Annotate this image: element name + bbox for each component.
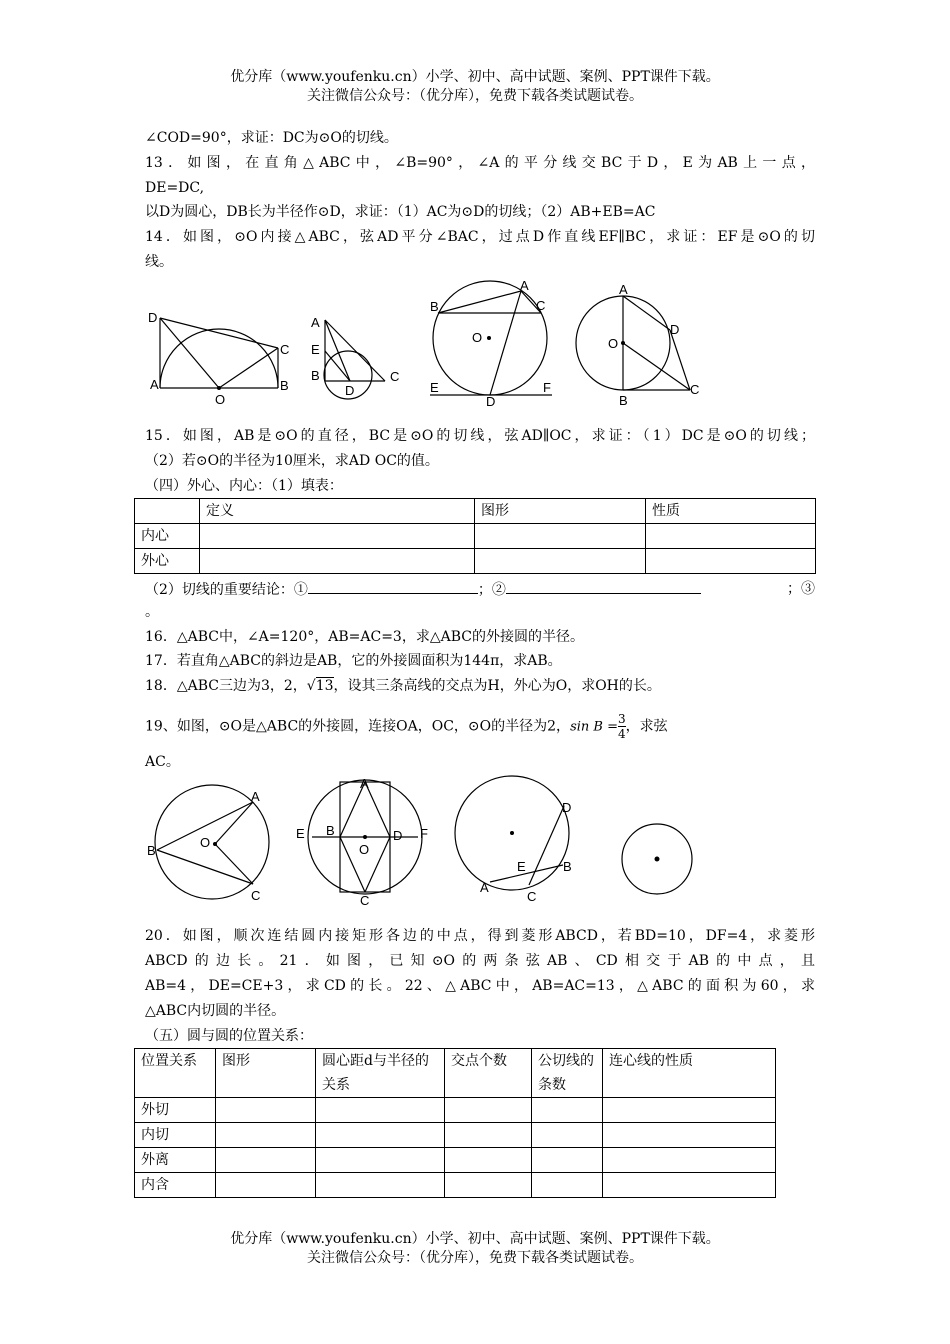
- f1-label-b: B: [280, 378, 289, 393]
- sin-b: sin B =: [570, 719, 618, 735]
- q19-post: ，求弦: [625, 718, 668, 735]
- table-cell: [603, 1098, 776, 1123]
- table-cell: 外离: [135, 1148, 216, 1173]
- table-cell: [316, 1123, 445, 1148]
- f3-label-a: A: [520, 278, 529, 293]
- f4-label-a: A: [619, 282, 628, 297]
- q15-line-1: 15．如图，AB是⊙O的直径，BC是⊙O的切线，弦AD∥OC，求证：（1）DC是⊙O的切线；: [145, 428, 815, 444]
- table-cell: 定义: [200, 499, 475, 524]
- f3-label-o: O: [472, 330, 483, 345]
- table-row: [135, 524, 816, 549]
- section5-title: （五）圆与圆的位置关系：: [145, 1028, 313, 1044]
- table-cell: [445, 1173, 532, 1198]
- table-cell: 图形: [216, 1049, 316, 1098]
- table-cell: [603, 1123, 776, 1148]
- table-cell: [445, 1123, 532, 1148]
- sqrt-radicand: 13: [315, 678, 334, 694]
- table-cell: [216, 1098, 316, 1123]
- table-cell: [532, 1098, 603, 1123]
- figures-row-2: [140, 772, 700, 906]
- table-cell: [475, 549, 646, 574]
- f3-label-d: D: [486, 394, 496, 409]
- sqrt-symbol: √: [306, 678, 316, 694]
- fraction-numerator: 3: [617, 712, 626, 726]
- table-row: [135, 1123, 776, 1148]
- table-cell: [646, 524, 816, 549]
- table-cell: [603, 1148, 776, 1173]
- header-line-2: 关注微信公众号：（优分库），免费下载各类试题试卷。: [307, 88, 643, 104]
- table-cell: 连心线的性质: [603, 1049, 776, 1098]
- f6-label-f: F: [420, 826, 428, 841]
- q18: [145, 676, 661, 696]
- footer-line-1: 优分库（www.youfenku.cn）小学、初中、高中试题、案例、PPT课件下载。: [230, 1231, 720, 1247]
- q19-line-1: [145, 712, 668, 741]
- table-cell: 外切: [135, 1098, 216, 1123]
- header-line-1: 优分库（www.youfenku.cn）小学、初中、高中试题、案例、PPT课件下载。: [230, 69, 720, 85]
- f6-label-a: A: [360, 776, 369, 791]
- table-cell: [475, 524, 646, 549]
- q20-22-line-4: △ABC内切圆的半径。: [145, 1003, 286, 1019]
- f6-label-e: E: [296, 826, 305, 841]
- f6-label-c: C: [360, 893, 370, 906]
- table-cell: [316, 1098, 445, 1123]
- q14-line-1: 14．如图，⊙O内接△ABC，弦AD平分∠BAC，过点D作直线EF∥BC，求证：EF是⊙O的切: [145, 229, 815, 245]
- table-cell: 图形: [475, 499, 646, 524]
- f1-label-d: D: [148, 310, 158, 325]
- f4-label-o: O: [608, 336, 619, 351]
- conclusion-sep-3: ；③: [787, 581, 815, 597]
- conclusion-label: （2）切线的重要结论：①: [145, 582, 308, 598]
- f2-label-a: A: [311, 315, 320, 330]
- f1-label-a: A: [150, 377, 159, 392]
- q20-22-line-2: ABCD的边长。21．如图，已知⊙O的两条弦AB、CD相交于AB的中点，且: [145, 953, 815, 969]
- table-cell: [532, 1173, 603, 1198]
- q18-post: ，设其三条高线的交点为H，外心为O，求OH的长。: [333, 678, 661, 694]
- table-cell: [646, 549, 816, 574]
- fraction: [618, 712, 626, 741]
- table-cell: [216, 1123, 316, 1148]
- q13-line-2: DE=DC,: [145, 180, 205, 196]
- table-row: [135, 1098, 776, 1123]
- table-cell: 外心: [135, 549, 200, 574]
- blank-1: [308, 579, 478, 594]
- table-cell: [603, 1173, 776, 1198]
- table-cell: 内含: [135, 1173, 216, 1198]
- f5-label-o: O: [200, 835, 211, 850]
- q20-22-line-3: AB=4，DE=CE+3，求CD的长。22、△ABC中，AB=AC=13，△ABC的面积为60，求: [145, 978, 815, 994]
- table-cell: [216, 1173, 316, 1198]
- table-cell: 交点个数: [445, 1049, 532, 1098]
- table-cell: [532, 1148, 603, 1173]
- f2-label-b: B: [311, 368, 320, 383]
- conclusion-end: 。: [145, 604, 159, 620]
- tangent-conclusion: [145, 579, 815, 600]
- f1-label-o: O: [215, 392, 226, 407]
- table-row: [135, 549, 816, 574]
- table-row: [135, 1148, 776, 1173]
- q20-22-line-1: 20．如图，顺次连结圆内接矩形各边的中点，得到菱形ABCD，若BD=10，DF=4，求菱形: [145, 928, 815, 944]
- table-cell: 位置关系: [135, 1049, 216, 1098]
- circle-relations-table: [134, 1048, 776, 1198]
- table-header-row: [135, 1049, 776, 1098]
- f3-label-e: E: [430, 380, 439, 395]
- f3-label-c: C: [536, 298, 546, 313]
- section4-title: （四）外心、内心：（1）填表：: [145, 478, 343, 494]
- f2-label-e: E: [311, 342, 320, 357]
- q13-line-3: 以D为圆心，DB长为半径作⊙D，求证：（1）AC为⊙D的切线；（2）AB+EB=AC: [145, 204, 656, 220]
- table-cell: [216, 1148, 316, 1173]
- f4-label-b: B: [619, 393, 628, 408]
- table-cell: 公切线的条数: [532, 1049, 603, 1098]
- q18-pre: 18．△ABC三边为3，2，: [145, 678, 307, 694]
- footer-line-2: 关注微信公众号：（优分库），免费下载各类试题试卷。: [307, 1250, 643, 1266]
- table-cell: [135, 499, 200, 524]
- table-cell: 内切: [135, 1123, 216, 1148]
- f1-label-c: C: [280, 342, 290, 357]
- f5-label-a: A: [251, 789, 260, 804]
- figures-row-1: [140, 278, 720, 410]
- fraction-denominator: 4: [617, 727, 626, 741]
- table-cell: [200, 549, 475, 574]
- table-cell: [316, 1173, 445, 1198]
- q19-pre: 19、如图，⊙O是△ABC的外接圆，连接OA，OC，⊙O的半径为2，: [145, 718, 571, 735]
- f4-label-d: D: [670, 322, 680, 337]
- f7-label-a: A: [480, 880, 489, 895]
- q15-line-2: （2）若⊙O的半径为10厘米，求AD OC的值。: [145, 453, 439, 469]
- table-row: [135, 1173, 776, 1198]
- f3-label-b: B: [430, 299, 439, 314]
- f3-label-f: F: [543, 380, 551, 395]
- f2-label-c: C: [390, 369, 400, 384]
- blank-2: [506, 579, 701, 594]
- table-header-row: [135, 499, 816, 524]
- f6-label-d: D: [393, 828, 403, 843]
- figure-q13: [324, 320, 385, 399]
- f4-label-c: C: [690, 382, 700, 397]
- f7-label-e: E: [517, 859, 526, 874]
- table-cell: 圆心距d与半径的关系: [316, 1049, 445, 1098]
- q16: 16．△ABC中，∠A=120°，AB=AC=3，求△ABC的外接圆的半径。: [145, 629, 584, 645]
- f6-label-o: O: [359, 842, 370, 857]
- f7-label-d: D: [562, 800, 572, 815]
- f5-label-b: B: [147, 843, 156, 858]
- q19-line-2: AC。: [145, 754, 180, 770]
- q17: 17．若直角△ABC的斜边是AB，它的外接圆面积为144π，求AB。: [145, 653, 562, 669]
- f7-label-c: C: [527, 889, 537, 904]
- conclusion-sep-2: ；②: [477, 582, 506, 598]
- f2-label-d: D: [345, 383, 355, 398]
- table-cell: [445, 1148, 532, 1173]
- incenter-circumcenter-table: [134, 498, 816, 574]
- table-cell: [445, 1098, 532, 1123]
- table-cell: [316, 1148, 445, 1173]
- table-cell: 内心: [135, 524, 200, 549]
- q12-tail: ∠COD=90°，求证：DC为⊙O的切线。: [145, 130, 398, 146]
- figure-q12: [160, 318, 278, 388]
- q14-line-2: 线。: [145, 254, 173, 270]
- figure-q15: [576, 296, 690, 390]
- table-cell: 性质: [646, 499, 816, 524]
- table-cell: [532, 1123, 603, 1148]
- f5-label-c: C: [251, 888, 261, 903]
- f6-label-b: B: [326, 823, 335, 838]
- f7-label-b: B: [563, 859, 572, 874]
- q13-line-1: 13．如图，在直角△ABC中，∠B=90°，∠A的平分线交BC于D，E为AB上一点，: [145, 155, 815, 171]
- table-cell: [200, 524, 475, 549]
